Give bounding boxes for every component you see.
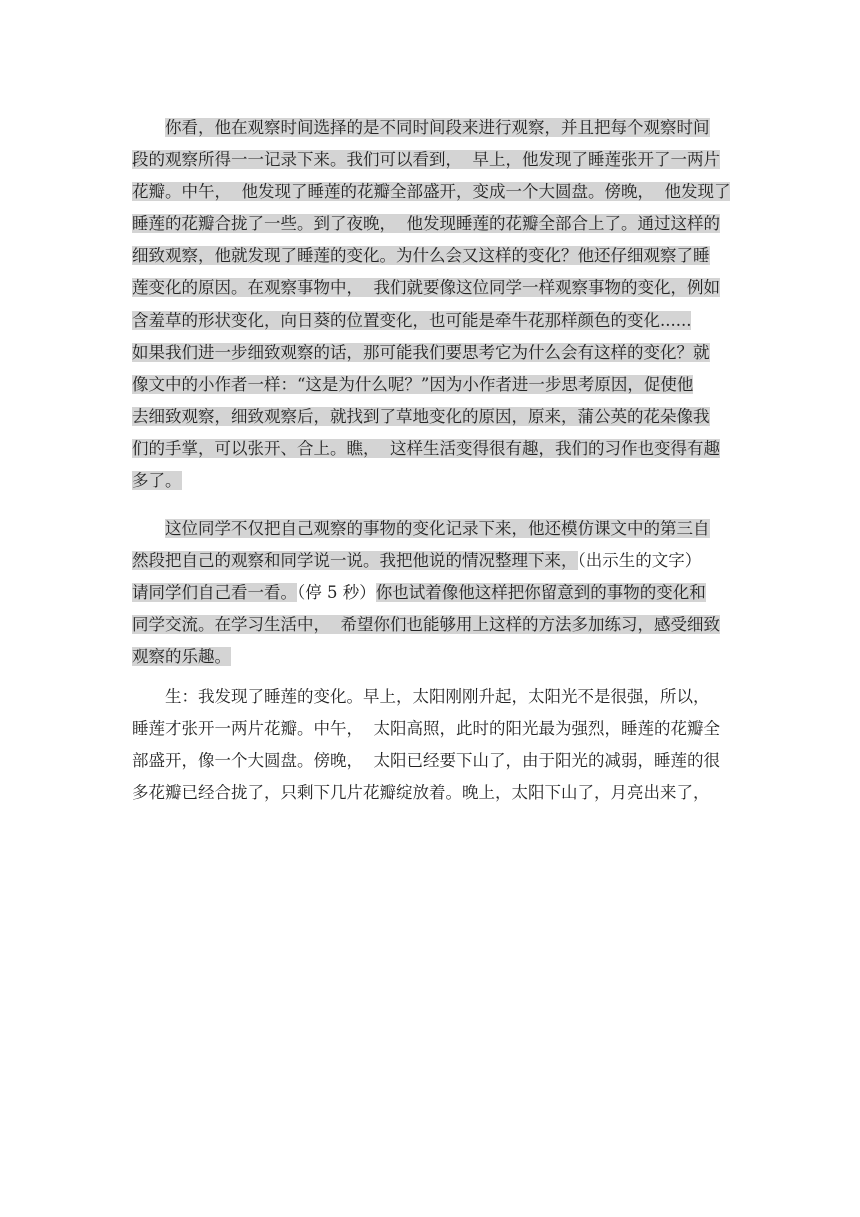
paragraph-1-line: 多了。 <box>132 471 182 490</box>
paragraph-1-line: 睡莲的花瓣合拢了一些。到了夜晚， 他发现睡莲的花瓣全部合上了。通过这样的 <box>132 214 720 233</box>
paragraph-1-line: 你看，他在观察时间选择的是不同时间段来进行观察，并且把每个观察时间 <box>165 118 710 137</box>
paragraph-1-line: 莲变化的原因。在观察事物中， 我们就要像这位同学一样观察事物的变化，例如 <box>132 278 720 297</box>
paragraph-1-line: 细致观察，他就发现了睡莲的变化。为什么会又这样的变化？他还仔细观察了睡 <box>132 246 710 265</box>
paragraph-1-line: 像文中的小作者一样：“这是为什么呢？”因为小作者进一步思考原因，促使他 <box>132 375 694 394</box>
paragraph-2-line: 观察的乐趣。 <box>132 647 231 666</box>
paragraph-2-line: 这位同学不仅把自己观察的事物的变化记录下来，他还模仿课文中的第三自 <box>165 519 710 538</box>
paragraph-1-line: 段的观察所得一一记录下来。我们可以看到， 早上，他发现了睡莲张开了一两片 <box>132 150 720 169</box>
paragraph-1-line: 花瓣。中午， 他发现了睡莲的花瓣全部盛开，变成一个大圆盘。傍晚， 他发现了 <box>132 182 731 201</box>
paragraph-3-line: 睡莲才张开一两片花瓣。中午， 太阳高照，此时的阳光最为强烈，睡莲的花瓣全 <box>132 719 720 738</box>
paragraph-1-line: 去细致观察，细致观察后，就找到了草地变化的原因，原来，蒲公英的花朵像我 <box>132 407 710 426</box>
paragraph-2-line: 同学交流。在学习生活中， 希望你们也能够用上这样的方法多加练习，感受细致 <box>132 615 720 634</box>
paragraph-2-line: 请同学们自己看一看。（停 5 秒）你也试着像他这样把你留意到的事物的变化和 <box>132 583 706 602</box>
paragraph-1-line: 如果我们进一步细致观察的话，那可能我们要思考它为什么会有这样的变化？就 <box>132 343 710 362</box>
paragraph-3-line: 生：我发现了睡莲的变化。早上，太阳刚刚升起，太阳光不是很强，所以， <box>165 687 710 706</box>
paragraph-1-line: 们的手掌，可以张开、合上。瞧， 这样生活变得很有趣，我们的习作也变得有趣 <box>132 439 720 458</box>
paragraph-1-line: 含羞草的形状变化，向日葵的位置变化，也可能是牵牛花那样颜色的变化...... <box>132 311 692 330</box>
paragraph-3-line: 部盛开，像一个大圆盘。傍晚， 太阳已经要下山了，由于阳光的减弱，睡莲的很 <box>132 751 720 770</box>
paragraph-3-line: 多花瓣已经合拢了，只剩下几片花瓣绽放着。晚上，太阳下山了，月亮出来了， <box>132 783 710 802</box>
stage-direction: （出示生的文字） <box>577 551 702 570</box>
stage-direction: （停 5 秒） <box>297 583 376 602</box>
paragraph-2-line: 然段把自己的观察和同学说一说。我把他说的情况整理下来，（出示生的文字） <box>132 551 702 570</box>
